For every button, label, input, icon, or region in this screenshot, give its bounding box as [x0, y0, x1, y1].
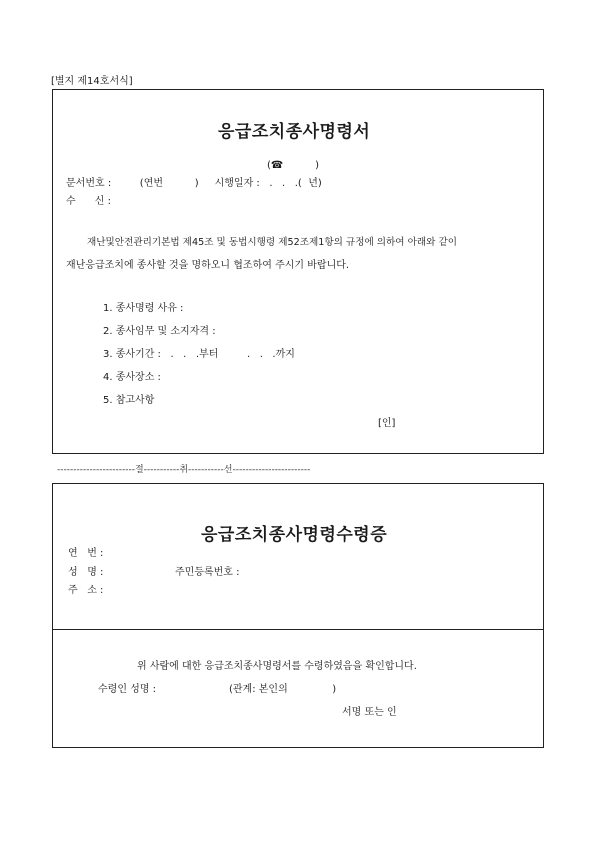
resident-number-label: 주민등록번호 : — [175, 567, 240, 578]
signature-label: 서명 또는 인 — [342, 707, 397, 718]
receipt-divider — [52, 629, 544, 630]
order-title: 응급조치종사명령서 — [218, 122, 371, 142]
receipt-address-label: 주 소 : — [68, 585, 104, 596]
receipt-serial-label: 연 번 : — [68, 548, 104, 559]
item-notes: 5. 참고사항 — [103, 395, 155, 406]
item-reason: 1. 종사명령 사유 : — [103, 303, 184, 314]
receipt-title: 응급조치종사명령수령증 — [201, 525, 388, 545]
receipt-name-label: 성 명 : — [68, 567, 104, 578]
item-place: 4. 종사장소 : — [103, 372, 161, 383]
recipient-line: 수 신 : — [66, 196, 111, 207]
receipt-confirmation: 위 사람에 대한 응급조치종사명령서를 수령하였음을 확인합니다. — [137, 661, 417, 672]
phone-line: (☎ ) — [267, 160, 320, 171]
doc-number-line: 문서번호 : (연번 ) 시행일자 : . . .( 년) — [66, 178, 322, 189]
relation-label: (관계: 본인의 ) — [229, 684, 337, 695]
form-number-label: [별지 제14호서식] — [51, 76, 133, 87]
cut-line: ------------------------절-----------취-----------선------------------------ — [57, 465, 311, 475]
receiver-name-label: 수령인 성명 : — [98, 684, 157, 695]
seal-mark: [인] — [378, 418, 396, 429]
body-line-1: 재난및안전관리기본법 제45조 및 동법시행령 제52조제1항의 규정에 의하여 아래와 같이 — [87, 237, 458, 248]
body-line-2: 재난응급조치에 종사할 것을 명하오니 협조하여 주시기 바랍니다. — [66, 260, 350, 271]
item-period: 3. 종사기간 : . . .부터 . . .까지 — [103, 349, 295, 360]
item-duty: 2. 종사임무 및 소지자격 : — [103, 326, 216, 337]
